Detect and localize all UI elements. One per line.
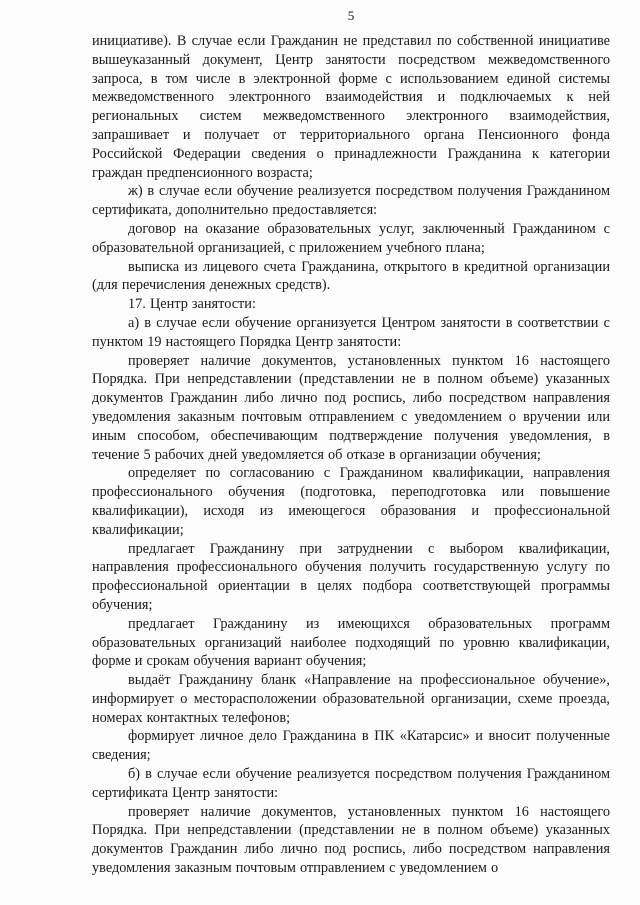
paragraph-section-17: 17. Центр занятости:	[128, 296, 256, 313]
page-number: 5	[347, 8, 355, 23]
paragraph-item-a: а) в случае если обучение организуется Центром занятости в соответствии с пунктом 19 настоящего Порядка Центр занятости:	[92, 314, 610, 350]
paragraph-checks-documents: проверяет наличие документов, установленных пунктом 16 настоящего Порядка. При непредставлении (представлении не в полном объеме) указанных документов Гражданин либо лично под роспись, либо посредством направления уведомления заказным почтовым отправлением с уведомлением о вручении или иным способом, обеспечивающим подтверждение получения уведомления, в течение 5 рабочих дней уведомляется об отказе в организации обучения;	[92, 352, 610, 463]
paragraph-account-statement: выписка из лицевого счета Гражданина, открытого в кредитной организации (для перечисления денежных средств).	[92, 258, 610, 294]
paragraph-offers-programs: предлагает Гражданину из имеющихся образовательных программ образовательных организаций наиболее подходящий по уровню квалификации, форме и срокам обучения вариант обучения;	[92, 615, 610, 670]
paragraph-issues-referral: выдаёт Гражданину бланк «Направление на профессиональное обучение», информирует о месторасположении образовательной организации, схеме проезда, номерах контактных телефонов;	[92, 672, 610, 726]
paragraph-item-zh: ж) в случае если обучение реализуется посредством получения Гражданином сертификата, дополнительно предоставляется:	[92, 183, 610, 219]
paragraph-determines-qualification: определяет по согласованию с Гражданином квалификации, направления профессионального обучения (подготовка, переподготовка или повышение квалификации), исходя из имеющегося образования и профессиональной квалификации;	[92, 465, 610, 538]
paragraph-contract: договор на оказание образовательных услуг, заключенный Гражданином с образовательной организацией, с приложением учебного плана;	[92, 220, 610, 256]
paragraph-offers-guidance: предлагает Гражданину при затруднении с выбором квалификации, направления профессионального обучения получить государственную услугу по профессиональной ориентации в целях подбора соответствующей программы обучения;	[92, 540, 610, 613]
paragraph-continuation: инициативе). В случае если Гражданин не представил по собственной инициативе вышеуказанный документ, Центр занятости посредством межведомственного запроса, в том числе в электронной форме с использованием единой системы межведомственного электронного взаимодействия и подключаемых к ней региональных систем межведомственного электронного взаимодействия, запрашивает и получает от территориального органа Пенсионного фонда Российской Федерации сведения о принадлежности Гражданина к категории граждан предпенсионного возраста;	[92, 33, 610, 181]
paragraph-item-b: б) в случае если обучение реализуется посредством получения Гражданином сертификата Центр занятости:	[92, 766, 610, 801]
paragraph-forms-file: формирует личное дело Гражданина в ПК «Катарсис» и вносит полученные сведения;	[92, 728, 610, 764]
paragraph-checks-documents-certificate: проверяет наличие документов, установленных пунктом 16 настоящего Порядка. При непредставлении (представлении не в полном объеме) указанных документов Гражданин либо лично под роспись, либо посредством направления уведомления заказным почтовым отправлением с уведомлением о	[92, 803, 610, 877]
